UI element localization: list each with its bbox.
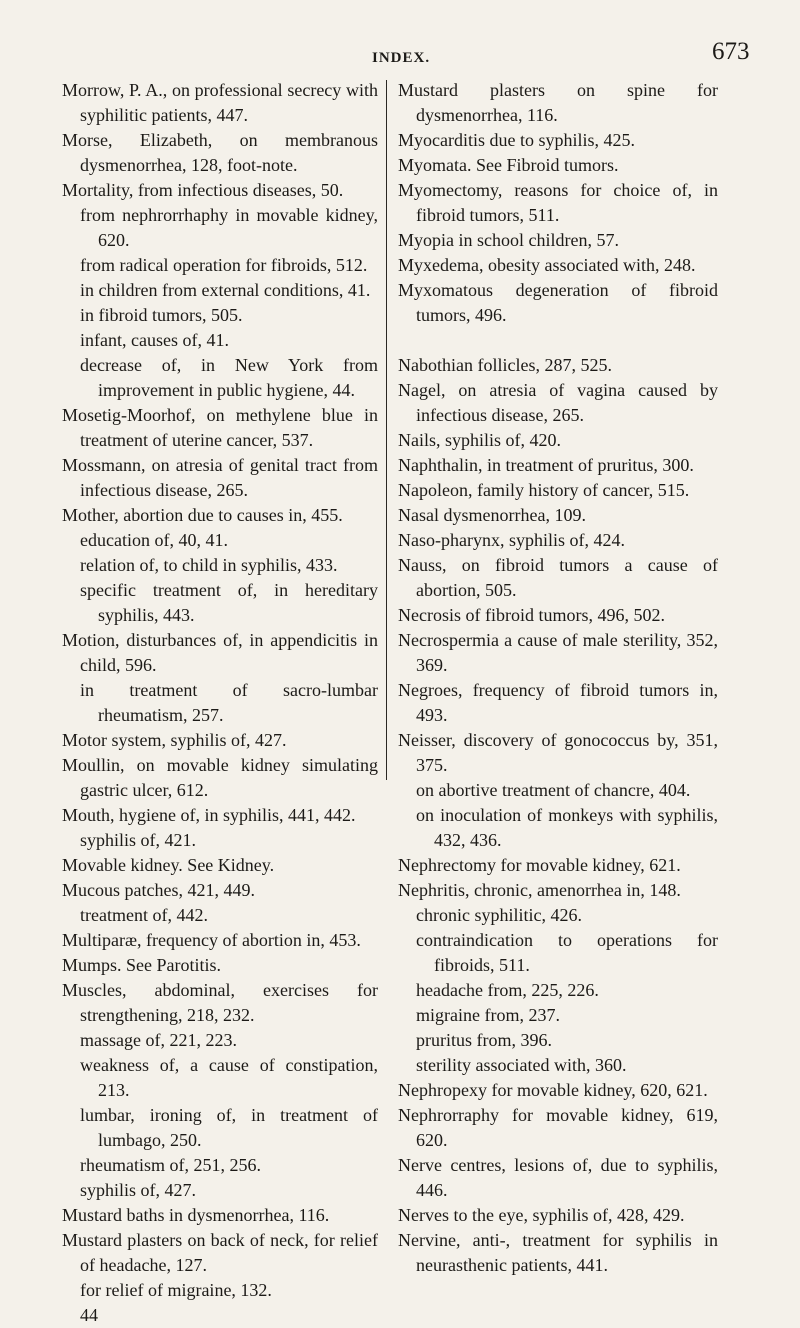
index-subentry: from nephrorrhaphy in movable kidney, 620. [80,205,378,250]
index-subentry: treatment of, 442. [80,905,208,925]
index-subentry: syphilis of, 427. [80,1180,197,1200]
index-subentry: in fibroid tumors, 505. [80,305,243,325]
index-column-right [398,78,718,1278]
index-entry: Nagel, on atresia of vagina caused by infectious disease, 265. [398,380,718,425]
index-subentry: lumbar, ironing of, in treatment of lumbago, 250. [80,1105,378,1150]
index-entry: Nephrectomy for movable kidney, 621. [398,855,681,875]
index-entry: Nephropexy for movable kidney, 620, 621. [398,1080,708,1100]
index-subentry: weakness of, a cause of constipation, 213. [80,1055,378,1100]
index-entry: Neisser, discovery of gonococcus by, 351, 375. [398,730,718,775]
index-entry: Moullin, on movable kidney simulating gastric ulcer, 612. [62,755,378,800]
index-entry: Morrow, P. A., on professional secrecy with syphilitic patients, 447. [62,80,378,125]
index-entry: Nasal dysmenorrhea, 109. [398,505,586,525]
index-entry: Nervine, anti-, treatment for syphilis in neurasthenic patients, 441. [398,1230,718,1275]
page-number: 673 [712,38,750,65]
index-entry: Mossmann, on atresia of genital tract from infectious disease, 265. [62,455,378,500]
index-entry: Myomata. See Fibroid tumors. [398,155,619,175]
index-subentry: in children from external conditions, 41. [80,280,371,300]
index-entry: Myocarditis due to syphilis, 425. [398,130,635,150]
index-entry: Naso-pharynx, syphilis of, 424. [398,530,625,550]
index-entry: Mortality, from infectious diseases, 50. [62,180,344,200]
index-continuation: 44 [80,1305,98,1325]
index-entry: Myomectomy, reasons for choice of, in fibroid tumors, 511. [398,180,718,225]
index-entry: Nerve centres, lesions of, due to syphilis, 446. [398,1155,718,1200]
index-entry: Nauss, on fibroid tumors a cause of abortion, 505. [398,555,718,600]
index-entry: Mumps. See Parotitis. [62,955,222,975]
index-entry: Myxomatous degeneration of fibroid tumors, 496. [398,280,718,325]
index-entry: Necrospermia a cause of male sterility, 352, 369. [398,630,718,675]
index-entry: Nails, syphilis of, 420. [398,430,562,450]
index-entry: Necrosis of fibroid tumors, 496, 502. [398,605,665,625]
page-header [0,36,800,66]
index-subentry: syphilis of, 421. [80,830,197,850]
running-title: INDEX. [372,50,431,66]
index-entry: Nephritis, chronic, amenorrhea in, 148. [398,880,681,900]
index-entry: Mustard plasters on back of neck, for relief of headache, 127. [62,1230,378,1275]
index-subentry: on inoculation of monkeys with syphilis, 432, 436. [416,805,718,850]
index-entry: Muscles, abdominal, exercises for strengthening, 218, 232. [62,980,378,1025]
index-subentry: pruritus from, 396. [416,1030,552,1050]
index-subentry: from radical operation for fibroids, 512. [80,255,368,275]
index-entry: Motor system, syphilis of, 427. [62,730,287,750]
index-subentry: contraindication to operations for fibroids, 511. [416,930,718,975]
index-entry: Nabothian follicles, 287, 525. [398,355,612,375]
index-subentry: rheumatism of, 251, 256. [80,1155,261,1175]
index-column-left [62,78,378,1328]
index-subentry: for relief of migraine, 132. [80,1280,272,1300]
index-subentry: decrease of, in New York from improvement in public hygiene, 44. [80,355,378,400]
index-entry: Mosetig-Moorhof, on methylene blue in treatment of uterine cancer, 537. [62,405,378,450]
index-entry: Mustard plasters on spine for dysmenorrhea, 116. [398,80,718,125]
index-entry: Naphthalin, in treatment of pruritus, 300. [398,455,694,475]
index-entry: Mother, abortion due to causes in, 455. [62,505,343,525]
index-subentry: on abortive treatment of chancre, 404. [416,780,691,800]
index-subentry: infant, causes of, 41. [80,330,229,350]
index-entry: Nerves to the eye, syphilis of, 428, 429. [398,1205,685,1225]
index-subentry: chronic syphilitic, 426. [416,905,582,925]
index-entry: Mucous patches, 421, 449. [62,880,255,900]
index-subentry: relation of, to child in syphilis, 433. [80,555,338,575]
index-entry: Mouth, hygiene of, in syphilis, 441, 442. [62,805,356,825]
index-entry: Movable kidney. See Kidney. [62,855,275,875]
index-subentry: migraine from, 237. [416,1005,560,1025]
index-entry: Myxedema, obesity associated with, 248. [398,255,696,275]
index-entry: Negroes, frequency of fibroid tumors in, 493. [398,680,718,725]
index-subentry: sterility associated with, 360. [416,1055,627,1075]
index-entry: Motion, disturbances of, in appendicitis in child, 596. [62,630,378,675]
index-subentry: specific treatment of, in hereditary syphilis, 443. [80,580,378,625]
index-entry: Nephrorraphy for movable kidney, 619, 620. [398,1105,718,1150]
index-subentry: headache from, 225, 226. [416,980,599,1000]
section-gap [398,328,718,353]
column-divider [386,80,387,780]
index-entry: Morse, Elizabeth, on membranous dysmenorrhea, 128, foot-note. [62,130,378,175]
index-subentry: in treatment of sacro-lumbar rheumatism, 257. [80,680,378,725]
index-entry: Myopia in school children, 57. [398,230,619,250]
index-subentry: massage of, 221, 223. [80,1030,237,1050]
index-entry: Multiparæ, frequency of abortion in, 453. [62,930,361,950]
index-subentry: education of, 40, 41. [80,530,228,550]
index-entry: Mustard baths in dysmenorrhea, 116. [62,1205,330,1225]
index-entry: Napoleon, family history of cancer, 515. [398,480,690,500]
